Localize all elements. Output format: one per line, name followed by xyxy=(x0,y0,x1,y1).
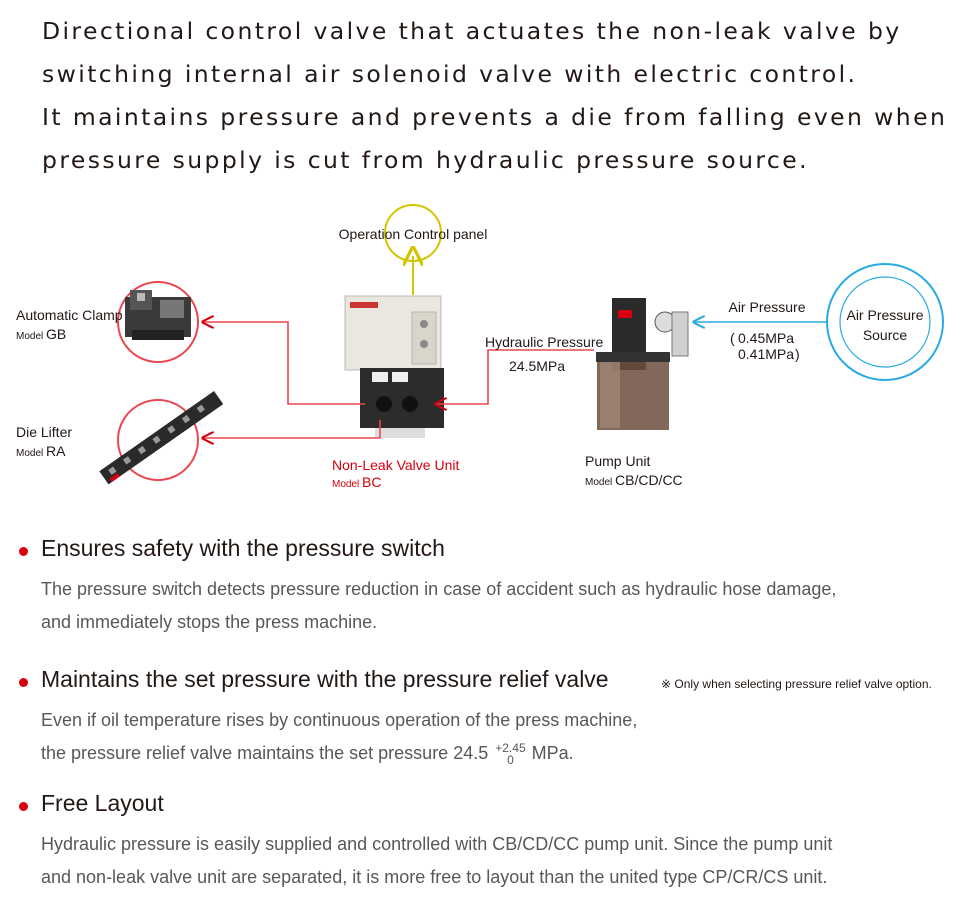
feature-title: Ensures safety with the pressure switch xyxy=(41,535,445,561)
feature-note: ※ Only when selecting pressure relief valve option. xyxy=(661,677,932,691)
lifter-arrow xyxy=(203,420,380,438)
pump-model-prefix: Model xyxy=(585,477,613,488)
air-source-line-1: Air Pressure xyxy=(846,307,924,323)
air-paren-close: ) xyxy=(795,346,800,362)
lifter-name: Die Lifter xyxy=(16,424,73,440)
feature-line-2-suffix: MPa. xyxy=(531,743,574,763)
lifter-model-prefix: Model xyxy=(16,448,44,459)
clamp-name: Automatic Clamp xyxy=(16,307,123,323)
clamp-image xyxy=(125,290,191,340)
intro-line-1: Directional control valve that actuates the non-leak valve by xyxy=(42,17,902,45)
feature-title: Free Layout xyxy=(41,790,164,816)
air-value-1: 0.45MPa xyxy=(738,330,795,346)
feature-line-2: and immediately stops the press machine. xyxy=(41,612,378,632)
hydraulic-value: 24.5MPa xyxy=(509,358,566,374)
intro-line-2: switching internal air solenoid valve with electric control. xyxy=(42,60,858,88)
intro-line-3: It maintains pressure and prevents a die from falling even when xyxy=(42,103,948,131)
valve-unit-model: BC xyxy=(362,474,382,490)
feature-line-2-prefix: the pressure relief valve maintains the set pressure 24.5 xyxy=(41,743,489,763)
bullet-icon xyxy=(19,547,28,556)
tolerance-upper: +2.45 xyxy=(495,741,526,756)
feature-line-1: The pressure switch detects pressure reduction in case of accident such as hydraulic hose damage, xyxy=(41,579,837,599)
valve-unit-model-prefix: Model xyxy=(332,479,360,490)
air-paren-open: ( xyxy=(730,330,735,346)
tolerance-lower: 0 xyxy=(507,753,514,768)
intro-line-4: pressure supply is cut from hydraulic pressure source. xyxy=(42,146,809,174)
pump-model: CB/CD/CC xyxy=(615,472,683,488)
valve-unit-name: Non-Leak Valve Unit xyxy=(332,457,460,473)
valve-unit-image xyxy=(345,296,444,438)
intro-text xyxy=(42,10,948,182)
clamp-model-prefix: Model xyxy=(16,331,44,342)
lifter-model: RA xyxy=(46,443,66,459)
air-value-2: 0.41MPa xyxy=(738,346,795,362)
pump-unit-image xyxy=(596,298,688,430)
feature-title: Maintains the set pressure with the pressure relief valve xyxy=(41,666,609,692)
bullet-icon xyxy=(19,678,28,687)
operation-panel-label: Operation Control panel xyxy=(338,226,488,242)
bullet-icon xyxy=(19,802,28,811)
tolerance xyxy=(495,742,525,766)
feature-line-2 xyxy=(41,737,574,770)
air-source-line-2: Source xyxy=(862,327,908,343)
air-label: Air Pressure xyxy=(728,299,806,315)
feature-line-1: Hydraulic pressure is easily supplied and controlled with CB/CD/CC pump unit. Since the pump unit xyxy=(41,834,833,854)
feature-line-1: Even if oil temperature rises by continuous operation of the press machine, xyxy=(41,710,638,730)
clamp-arrow xyxy=(203,322,365,404)
system-diagram xyxy=(0,195,959,505)
feature-line-2: and non-leak valve unit are separated, it is more free to layout than the united type CP/CR/CS unit. xyxy=(41,867,828,887)
clamp-model: GB xyxy=(46,326,67,342)
hydraulic-label: Hydraulic Pressure xyxy=(485,334,604,350)
pump-name: Pump Unit xyxy=(585,453,651,469)
